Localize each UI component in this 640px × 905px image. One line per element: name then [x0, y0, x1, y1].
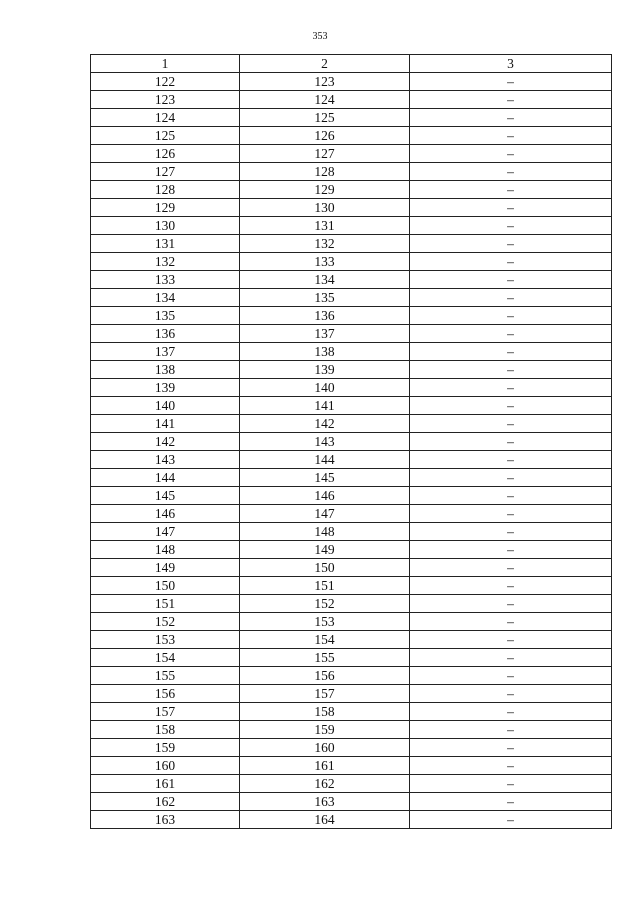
table-cell-col-2: 139: [240, 361, 410, 379]
table-cell-col-2: 127: [240, 145, 410, 163]
table-cell-col-3: –: [410, 721, 612, 739]
table-cell-col-1: 133: [91, 271, 240, 289]
table-cell-col-1: 140: [91, 397, 240, 415]
table-cell-col-2: 156: [240, 667, 410, 685]
table-cell-col-3: –: [410, 487, 612, 505]
table-row: [91, 505, 612, 523]
table-cell-col-3: –: [410, 667, 612, 685]
table-cell-col-1: 128: [91, 181, 240, 199]
table-cell-col-1: 137: [91, 343, 240, 361]
table-cell-col-2: 125: [240, 109, 410, 127]
data-table: [90, 54, 612, 829]
table-cell-col-1: 135: [91, 307, 240, 325]
column-header-1: 1: [91, 55, 240, 73]
table-cell-col-1: 123: [91, 91, 240, 109]
table-cell-col-2: 153: [240, 613, 410, 631]
table-cell-col-2: 131: [240, 217, 410, 235]
table-cell-col-3: –: [410, 415, 612, 433]
table-cell-col-3: –: [410, 307, 612, 325]
table-row: [91, 577, 612, 595]
table-cell-col-2: 143: [240, 433, 410, 451]
table-cell-col-1: 150: [91, 577, 240, 595]
table-cell-col-1: 122: [91, 73, 240, 91]
table-cell-col-3: –: [410, 649, 612, 667]
table-cell-col-1: 139: [91, 379, 240, 397]
table-cell-col-1: 152: [91, 613, 240, 631]
table-cell-col-3: –: [410, 685, 612, 703]
table-cell-col-1: 158: [91, 721, 240, 739]
table-cell-col-1: 138: [91, 361, 240, 379]
table-row: [91, 667, 612, 685]
table-cell-col-3: –: [410, 703, 612, 721]
table-cell-col-2: 134: [240, 271, 410, 289]
table-row: [91, 793, 612, 811]
table-row: [91, 199, 612, 217]
table-cell-col-2: 157: [240, 685, 410, 703]
table-row: [91, 613, 612, 631]
table-row: [91, 325, 612, 343]
table-cell-col-1: 154: [91, 649, 240, 667]
table-cell-col-3: –: [410, 199, 612, 217]
table-cell-col-3: –: [410, 181, 612, 199]
table-cell-col-3: –: [410, 253, 612, 271]
table-cell-col-3: –: [410, 595, 612, 613]
table-row: [91, 217, 612, 235]
table-row: [91, 433, 612, 451]
column-header-2: 2: [240, 55, 410, 73]
table-row: [91, 361, 612, 379]
table-cell-col-2: 140: [240, 379, 410, 397]
table-cell-col-3: –: [410, 109, 612, 127]
table-cell-col-2: 163: [240, 793, 410, 811]
table-row: [91, 289, 612, 307]
data-table-container: [90, 54, 612, 829]
table-row: [91, 811, 612, 829]
table-cell-col-3: –: [410, 217, 612, 235]
table-cell-col-2: 151: [240, 577, 410, 595]
table-cell-col-2: 152: [240, 595, 410, 613]
table-cell-col-1: 148: [91, 541, 240, 559]
table-cell-col-1: 125: [91, 127, 240, 145]
table-cell-col-2: 155: [240, 649, 410, 667]
table-cell-col-3: –: [410, 145, 612, 163]
table-row: [91, 487, 612, 505]
table-cell-col-3: –: [410, 793, 612, 811]
table-cell-col-2: 141: [240, 397, 410, 415]
table-cell-col-3: –: [410, 379, 612, 397]
table-cell-col-3: –: [410, 73, 612, 91]
table-cell-col-1: 126: [91, 145, 240, 163]
table-cell-col-3: –: [410, 559, 612, 577]
table-cell-col-2: 147: [240, 505, 410, 523]
table-cell-col-1: 145: [91, 487, 240, 505]
table-cell-col-2: 132: [240, 235, 410, 253]
table-row: [91, 145, 612, 163]
table-cell-col-2: 135: [240, 289, 410, 307]
table-cell-col-3: –: [410, 433, 612, 451]
table-cell-col-2: 160: [240, 739, 410, 757]
table-row: [91, 595, 612, 613]
table-cell-col-1: 127: [91, 163, 240, 181]
table-row: [91, 631, 612, 649]
table-cell-col-2: 137: [240, 325, 410, 343]
table-cell-col-1: 131: [91, 235, 240, 253]
table-cell-col-2: 136: [240, 307, 410, 325]
table-row: [91, 685, 612, 703]
table-header-row: [91, 55, 612, 73]
table-cell-col-3: –: [410, 775, 612, 793]
table-cell-col-1: 146: [91, 505, 240, 523]
table-row: [91, 343, 612, 361]
table-cell-col-3: –: [410, 271, 612, 289]
table-cell-col-3: –: [410, 451, 612, 469]
table-cell-col-3: –: [410, 397, 612, 415]
table-cell-col-3: –: [410, 163, 612, 181]
table-cell-col-1: 136: [91, 325, 240, 343]
table-row: [91, 163, 612, 181]
table-cell-col-3: –: [410, 631, 612, 649]
table-cell-col-3: –: [410, 91, 612, 109]
table-row: [91, 541, 612, 559]
table-cell-col-2: 133: [240, 253, 410, 271]
table-cell-col-3: –: [410, 613, 612, 631]
table-cell-col-1: 160: [91, 757, 240, 775]
page-number: 353: [312, 31, 328, 42]
table-cell-col-3: –: [410, 739, 612, 757]
table-cell-col-2: 164: [240, 811, 410, 829]
table-cell-col-2: 146: [240, 487, 410, 505]
table-cell-col-1: 129: [91, 199, 240, 217]
table-cell-col-2: 150: [240, 559, 410, 577]
table-row: [91, 721, 612, 739]
table-cell-col-1: 151: [91, 595, 240, 613]
table-row: [91, 775, 612, 793]
table-cell-col-3: –: [410, 127, 612, 145]
table-cell-col-3: –: [410, 469, 612, 487]
table-cell-col-2: 144: [240, 451, 410, 469]
table-cell-col-1: 155: [91, 667, 240, 685]
table-cell-col-2: 142: [240, 415, 410, 433]
table-row: [91, 127, 612, 145]
table-row: [91, 253, 612, 271]
table-cell-col-2: 162: [240, 775, 410, 793]
table-cell-col-1: 134: [91, 289, 240, 307]
table-row: [91, 379, 612, 397]
table-cell-col-2: 159: [240, 721, 410, 739]
table-cell-col-1: 149: [91, 559, 240, 577]
table-cell-col-2: 138: [240, 343, 410, 361]
table-cell-col-3: –: [410, 757, 612, 775]
table-cell-col-2: 129: [240, 181, 410, 199]
table-row: [91, 235, 612, 253]
table-cell-col-2: 123: [240, 73, 410, 91]
table-cell-col-2: 148: [240, 523, 410, 541]
table-cell-col-1: 156: [91, 685, 240, 703]
table-cell-col-1: 142: [91, 433, 240, 451]
table-cell-col-3: –: [410, 577, 612, 595]
table-cell-col-1: 144: [91, 469, 240, 487]
table-body: [91, 73, 612, 829]
table-cell-col-1: 132: [91, 253, 240, 271]
table-cell-col-1: 153: [91, 631, 240, 649]
table-cell-col-1: 143: [91, 451, 240, 469]
table-cell-col-3: –: [410, 541, 612, 559]
table-row: [91, 757, 612, 775]
table-row: [91, 181, 612, 199]
table-cell-col-1: 163: [91, 811, 240, 829]
table-row: [91, 451, 612, 469]
table-cell-col-3: –: [410, 361, 612, 379]
table-row: [91, 109, 612, 127]
table-cell-col-1: 162: [91, 793, 240, 811]
table-cell-col-3: –: [410, 325, 612, 343]
column-header-3: 3: [410, 55, 612, 73]
table-row: [91, 523, 612, 541]
table-cell-col-1: 124: [91, 109, 240, 127]
table-cell-col-2: 124: [240, 91, 410, 109]
table-cell-col-1: 141: [91, 415, 240, 433]
table-row: [91, 703, 612, 721]
table-cell-col-2: 130: [240, 199, 410, 217]
table-cell-col-3: –: [410, 289, 612, 307]
table-row: [91, 415, 612, 433]
table-cell-col-2: 128: [240, 163, 410, 181]
table-cell-col-2: 154: [240, 631, 410, 649]
table-cell-col-1: 159: [91, 739, 240, 757]
table-cell-col-2: 158: [240, 703, 410, 721]
table-row: [91, 91, 612, 109]
table-cell-col-2: 149: [240, 541, 410, 559]
table-cell-col-3: –: [410, 523, 612, 541]
table-row: [91, 397, 612, 415]
table-row: [91, 649, 612, 667]
table-cell-col-3: –: [410, 505, 612, 523]
table-cell-col-1: 161: [91, 775, 240, 793]
table-row: [91, 559, 612, 577]
table-cell-col-2: 161: [240, 757, 410, 775]
table-cell-col-3: –: [410, 343, 612, 361]
table-row: [91, 739, 612, 757]
table-row: [91, 271, 612, 289]
table-cell-col-2: 145: [240, 469, 410, 487]
table-cell-col-2: 126: [240, 127, 410, 145]
table-row: [91, 469, 612, 487]
table-row: [91, 73, 612, 91]
table-cell-col-1: 157: [91, 703, 240, 721]
table-cell-col-1: 147: [91, 523, 240, 541]
table-cell-col-3: –: [410, 811, 612, 829]
table-cell-col-3: –: [410, 235, 612, 253]
table-row: [91, 307, 612, 325]
table-cell-col-1: 130: [91, 217, 240, 235]
